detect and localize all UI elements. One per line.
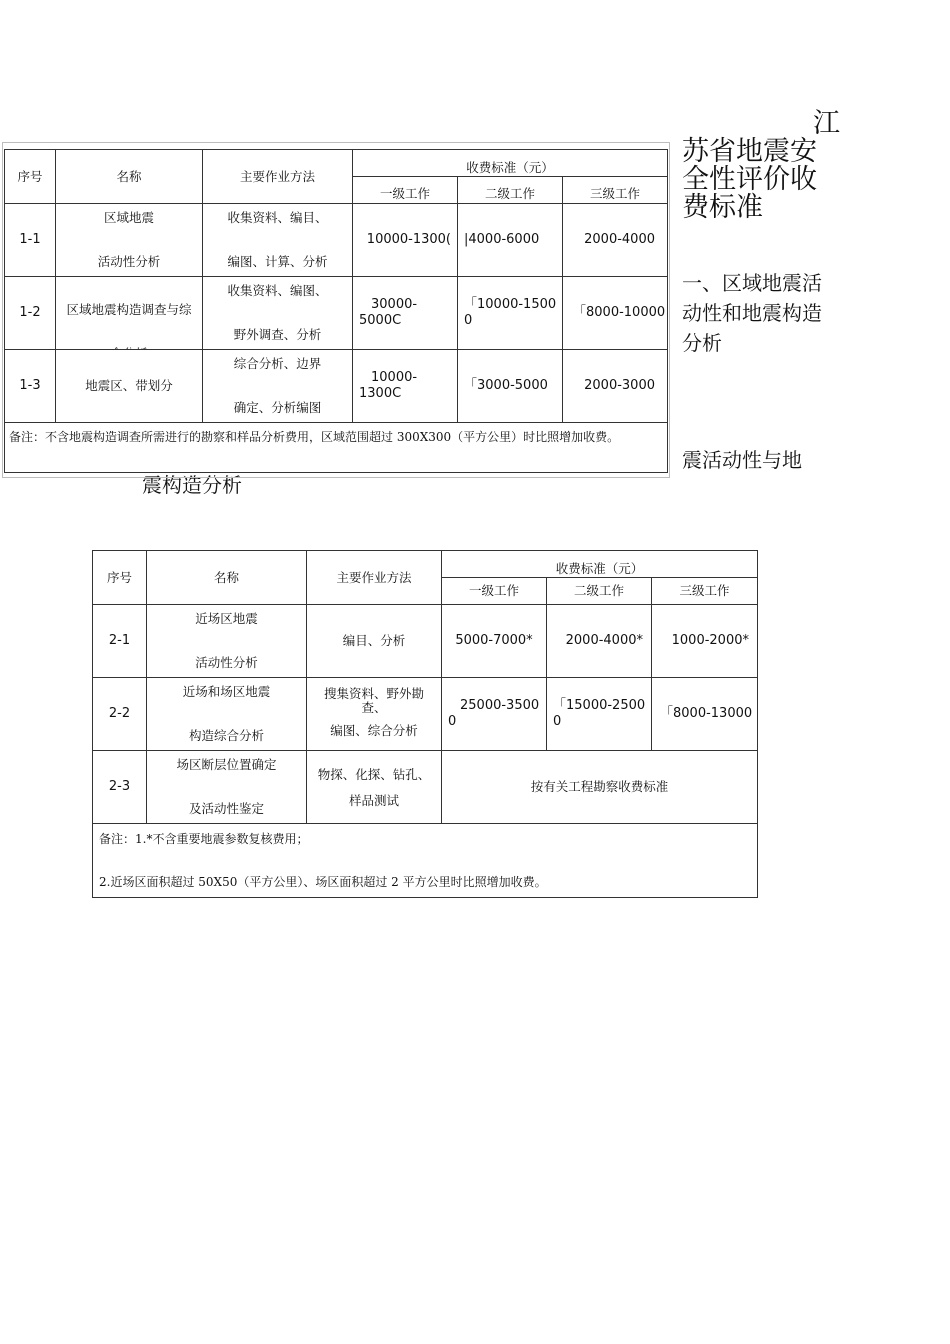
t2-header-level3: 三级工作 [651,577,758,605]
t2-row3-name-bottom: 及活动性鉴定 [188,801,264,817]
t1-header-fee: 收费标准（元） [352,149,668,177]
t2-row2-level3: 「8000-13000 [651,677,758,751]
t2-header-seq: 序号 [92,550,147,605]
document-title [682,110,842,222]
t2-row1-level3: 1000-2000* [651,604,758,678]
t1-note: 备注：不含地震构造调查所需进行的勘察和样品分析费用，区域范围超过 300X300（平方公里）时比照增加收费。 [4,422,668,473]
section2-heading-part-2: 震构造分析 [142,473,242,497]
t1-row2-level1-line-2: 5000C [359,313,402,329]
t1-header-method: 主要作业方法 [202,149,353,204]
title-line-3: 全性评价收 [682,164,817,195]
t2-row1-level2: 2000-4000* [546,604,652,678]
t2-row1-name [146,604,307,678]
t1-row2-level2 [457,276,563,350]
t2-header-level2: 二级工作 [546,577,652,605]
t1-row2-level1-line-1: 30000- [371,297,418,312]
section1-heading-line-2: 动性和地震构造 [682,301,822,325]
t1-row2-level2-line-2: 0 [464,313,473,329]
t2-row1-name-bottom: 活动性分析 [195,655,258,671]
t1-header-level1: 一级工作 [352,176,458,204]
section1-heading [682,268,852,358]
t1-row3-name: 地震区、带划分 [55,349,203,423]
t2-row2-level1 [441,677,547,751]
t1-row1-level2: |4000-6000 [457,203,563,277]
section2-heading-part-1: 震活动性与地 [682,448,802,472]
t2-row3-method-bottom: 样品测试 [348,792,399,808]
t2-row3-name [146,750,307,824]
t2-row3-name-top: 场区断层位置确定 [176,757,277,772]
t2-note-line-1: 备注：1.*不含重要地震参数复核费用； [99,832,309,846]
t2-row2-level2-line-2: 0 [553,714,562,730]
t2-row1-name-top: 近场区地震 [195,611,258,626]
t2-row3-method [306,750,442,824]
t1-row2-name-top: 区域地震构造调查与综 [66,302,192,317]
t1-header-level2: 二级工作 [457,176,563,204]
t2-row2-method-line-1: 搜集资料、野外勘 [323,686,424,701]
t2-header-method: 主要作业方法 [306,550,442,605]
t1-row1-seq: 1-1 [4,203,56,277]
t1-row2-name [55,276,203,350]
t1-header-seq: 序号 [4,149,56,204]
t1-row1-name-top: 区域地震 [103,210,154,225]
t2-row1-seq: 2-1 [92,604,147,678]
t1-row3-level1-line-1: 10000- [371,370,418,385]
title-line-1: 江 [813,108,840,139]
t2-row1-method: 编目、分析 [306,604,442,678]
section1-heading-line-3: 分析 [682,331,722,355]
t1-row3-method-bottom: 确定、分析编图 [233,400,322,416]
t1-row3-method [202,349,353,423]
t1-row3-level1-line-2: 1300C [359,386,402,402]
t1-row1-name-bottom: 活动性分析 [97,254,161,270]
t2-row3-fee-merged: 按有关工程勘察收费标准 [441,750,758,824]
t2-row2-name [146,677,307,751]
t1-row1-method [202,203,353,277]
t1-row1-method-top: 收集资料、编目、 [227,210,328,225]
t1-row3-level3: 2000-3000 [562,349,668,423]
t2-note-line-2: 2.近场区面积超过 50X50（平方公里）、场区面积超过 2 平方公里时比照增加收费。 [99,875,547,889]
title-line-4: 费标准 [682,192,763,223]
t1-row2-level3: 「8000-10000 [562,276,668,350]
t2-row2-level1-line-2: 0 [448,714,457,730]
section1-heading-line-1: 一、区域地震活 [682,271,822,295]
t1-row3-method-top: 综合分析、边界 [233,356,322,371]
t2-row3-seq: 2-3 [92,750,147,824]
t1-row2-method-top: 收集资料、编图、 [227,283,328,298]
t2-row2-level1-line-1: 25000-3500 [460,698,540,713]
t2-note [92,823,758,898]
t1-row2-level1 [352,276,458,350]
t2-row2-seq: 2-2 [92,677,147,751]
t1-row2-method [202,276,353,350]
t2-row2-name-bottom: 构造综合分析 [188,728,264,744]
t2-row2-method [306,677,442,751]
t1-row3-level2: 「3000-5000 [457,349,563,423]
t2-row2-level2-line-1: 「15000-2500 [553,698,646,713]
t2-row2-name-top: 近场和场区地震 [182,684,271,699]
t1-row1-method-bottom: 编图、计算、分析 [227,254,328,270]
t1-row2-seq: 1-2 [4,276,56,350]
t1-row3-seq: 1-3 [4,349,56,423]
t2-header-fee: 收费标准（元） [441,550,758,578]
t1-row1-level3: 2000-4000 [562,203,668,277]
t2-row2-level2 [546,677,652,751]
title-line-2: 苏省地震安 [682,136,817,167]
t1-row1-name [55,203,203,277]
t2-row1-level1: 5000-7000* [441,604,547,678]
t2-header-level1: 一级工作 [441,577,547,605]
t2-row3-method-top: 物探、化探、钻孔、 [317,767,431,782]
t1-row2-level2-line-1: 「10000-1500 [464,297,557,312]
t2-row2-method-line-2: 查、 [361,700,387,715]
t1-header-name: 名称 [55,149,203,204]
t1-row3-level1 [352,349,458,423]
t2-row2-method-line-3: 编图、综合分析 [330,723,418,738]
t1-row1-level1: 10000-1300( [352,203,458,277]
t1-header-level3: 三级工作 [562,176,668,204]
t1-row2-method-bottom: 野外调查、分析 [233,327,322,343]
t2-header-name: 名称 [146,550,307,605]
